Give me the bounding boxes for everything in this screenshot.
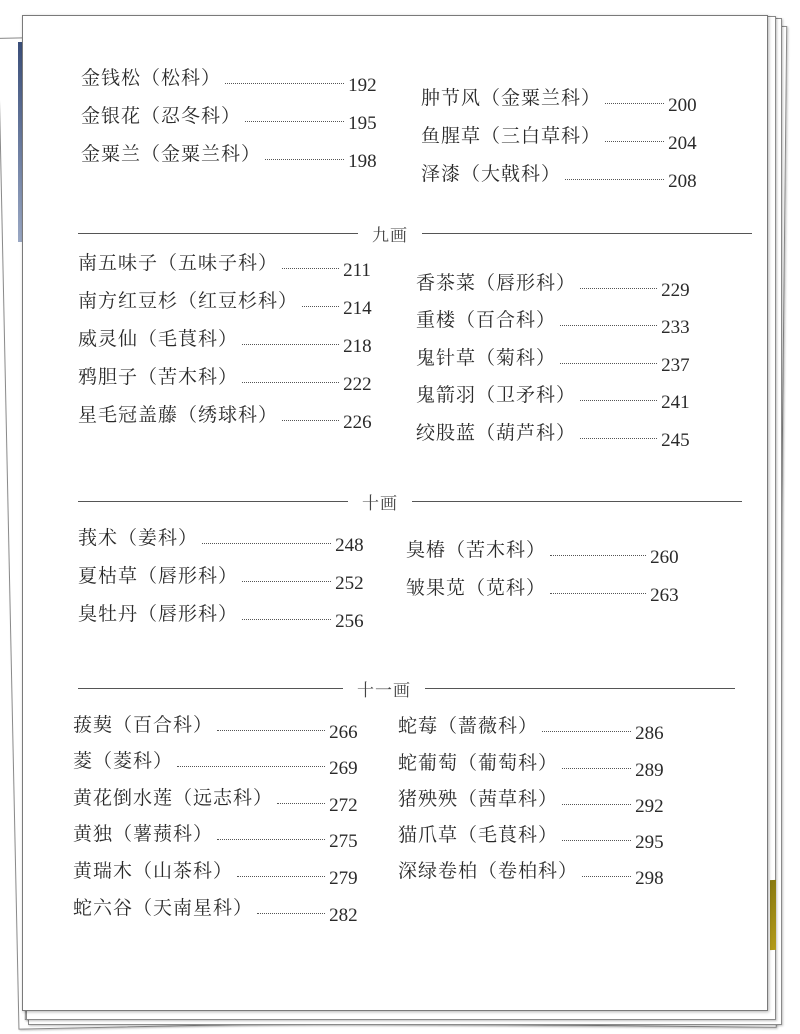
index-entry [73, 713, 358, 743]
leader-dots [580, 437, 657, 439]
entry-family: 百合科 [133, 714, 194, 736]
entry-page-number: 295 [635, 832, 664, 853]
entry-paren-open: （ [141, 105, 162, 127]
leader-dots [202, 542, 331, 544]
entry-name: 金钱松 [81, 67, 142, 89]
index-entry [78, 564, 364, 594]
entry-name: 黄花倒水莲 [73, 787, 174, 809]
entry-name: 菱 [73, 750, 94, 772]
entry-family: 毛茛科 [158, 328, 219, 350]
leader-dots [582, 875, 631, 877]
entry-paren-close: ） [258, 252, 279, 274]
entry-family: 三白草科 [501, 125, 582, 147]
entry-name: 臭椿 [406, 539, 447, 561]
entry-family: 唇形科 [158, 565, 219, 587]
entry-family: 薯蓣科 [133, 823, 194, 845]
leader-dots [242, 618, 331, 620]
entry-name: 蛇莓 [398, 715, 439, 737]
entry-family: 唇形科 [158, 603, 219, 625]
entry-paren-open: （ [481, 87, 502, 109]
entry-paren-open: （ [113, 714, 134, 736]
leader-dots [282, 419, 339, 421]
entry-paren-open: （ [113, 823, 134, 845]
entry-page-number: 226 [343, 412, 372, 433]
entry-page-number: 195 [348, 113, 377, 134]
entry-paren-open: （ [461, 163, 482, 185]
entry-paren-close: ） [556, 384, 577, 406]
entry-paren-open: （ [138, 603, 159, 625]
entry-family: 远志科 [193, 787, 254, 809]
entry-page-number: 286 [635, 723, 664, 744]
entry-page-number: 289 [635, 760, 664, 781]
entry-name: 黄瑞木 [73, 860, 134, 882]
entry-paren-open: （ [133, 897, 154, 919]
index-entry [81, 142, 377, 172]
entry-paren-open: （ [476, 347, 497, 369]
entry-page-number: 229 [661, 280, 690, 301]
entry-paren-open: （ [138, 328, 159, 350]
entry-paren-close: ） [581, 87, 602, 109]
book-cover-edge [770, 880, 776, 950]
entry-name: 星毛冠盖藤 [78, 404, 179, 426]
entry-paren-open: （ [173, 787, 194, 809]
divider-line [412, 501, 742, 502]
leader-dots [562, 767, 631, 769]
index-entry [406, 538, 679, 568]
index-entry [416, 421, 690, 451]
leader-dots [242, 580, 331, 582]
entry-paren-close: ） [536, 347, 557, 369]
entry-family: 毛茛科 [478, 824, 539, 846]
entry-paren-close: ） [278, 290, 299, 312]
entry-paren-open: （ [466, 577, 487, 599]
entry-page-number: 279 [329, 868, 358, 889]
entry-paren-close: ） [558, 860, 579, 882]
index-entry [416, 271, 690, 301]
index-entry [416, 346, 690, 376]
entry-paren-open: （ [93, 750, 114, 772]
entry-name: 鬼箭羽 [416, 384, 477, 406]
index-entry [421, 86, 697, 116]
entry-paren-close: ） [526, 539, 547, 561]
entry-family: 松科 [161, 67, 202, 89]
entry-paren-close: ） [213, 860, 234, 882]
entry-name: 蛇葡萄 [398, 752, 459, 774]
entry-paren-open: （ [178, 404, 199, 426]
entry-family: 苦木科 [158, 366, 219, 388]
entry-name: 莪术 [78, 527, 119, 549]
index-entry [78, 327, 372, 357]
entry-page-number: 211 [343, 260, 371, 281]
entry-paren-close: ） [536, 309, 557, 331]
entry-paren-open: （ [481, 125, 502, 147]
leader-dots [550, 554, 646, 556]
entry-paren-close: ） [253, 787, 274, 809]
entry-family: 天南星科 [153, 897, 234, 919]
section-title: 十画 [362, 494, 398, 514]
entry-paren-open: （ [141, 67, 162, 89]
divider-line [78, 501, 348, 502]
entry-name: 猪殃殃 [398, 788, 459, 810]
entry-page-number: 208 [668, 171, 697, 192]
index-entry [78, 526, 364, 556]
entry-paren-close: ） [193, 714, 214, 736]
entry-paren-close: ） [241, 143, 262, 165]
entry-paren-open: （ [446, 539, 467, 561]
entry-name: 南方红豆杉 [78, 290, 179, 312]
entry-page-number: 263 [650, 585, 679, 606]
entry-family: 茜草科 [478, 788, 539, 810]
leader-dots [605, 102, 664, 104]
entry-page-number: 269 [329, 758, 358, 779]
entry-name: 夏枯草 [78, 565, 139, 587]
leader-dots [277, 802, 325, 804]
divider-line [425, 688, 735, 689]
entry-page-number: 237 [661, 355, 690, 376]
entry-page-number: 218 [343, 336, 372, 357]
leader-dots [177, 765, 325, 767]
entry-paren-close: ） [201, 67, 222, 89]
entry-paren-open: （ [138, 366, 159, 388]
entry-page-number: 275 [329, 831, 358, 852]
leader-dots [217, 729, 325, 731]
entry-page-number: 200 [668, 95, 697, 116]
entry-family: 卫矛科 [496, 384, 557, 406]
entry-paren-close: ） [218, 366, 239, 388]
divider-line [422, 233, 752, 234]
index-page [22, 15, 768, 1011]
section-divider [78, 221, 752, 246]
entry-family: 山茶科 [153, 860, 214, 882]
entry-page-number: 192 [348, 75, 377, 96]
entry-page-number: 233 [661, 317, 690, 338]
entry-page-number: 252 [335, 573, 364, 594]
entry-name: 威灵仙 [78, 328, 139, 350]
section-title: 十一画 [357, 681, 411, 701]
index-entry [73, 749, 358, 779]
entry-family: 蔷薇科 [458, 715, 519, 737]
entry-name: 泽漆 [421, 163, 462, 185]
entry-family: 金粟兰科 [501, 87, 582, 109]
entry-page-number: 260 [650, 547, 679, 568]
entry-page-number: 204 [668, 133, 697, 154]
entry-name: 黄独 [73, 823, 114, 845]
entry-paren-close: ） [538, 824, 559, 846]
entry-paren-close: ） [556, 272, 577, 294]
entry-paren-close: ） [218, 603, 239, 625]
entry-family: 金粟兰科 [161, 143, 242, 165]
index-entry [398, 751, 664, 781]
entry-family: 葫芦科 [496, 422, 557, 444]
entry-name: 蛇六谷 [73, 897, 134, 919]
entry-paren-open: （ [138, 565, 159, 587]
leader-dots [560, 362, 657, 364]
entry-paren-open: （ [476, 272, 497, 294]
section-divider [78, 676, 735, 701]
entry-name: 猫爪草 [398, 824, 459, 846]
entry-name: 绞股蓝 [416, 422, 477, 444]
entry-page-number: 266 [329, 722, 358, 743]
leader-dots [245, 120, 344, 122]
leader-dots [302, 305, 339, 307]
leader-dots [242, 343, 339, 345]
entry-page-number: 245 [661, 430, 690, 451]
entry-family: 大戟科 [481, 163, 542, 185]
entry-paren-close: ） [556, 422, 577, 444]
index-entry [81, 104, 377, 134]
entry-paren-close: ） [538, 752, 559, 774]
entry-family: 五味子科 [178, 252, 259, 274]
entry-page-number: 214 [343, 298, 372, 319]
entry-paren-open: （ [438, 715, 459, 737]
entry-name: 深绿卷柏 [398, 860, 479, 882]
leader-dots [257, 912, 325, 914]
divider-line [78, 688, 343, 689]
index-entry [398, 787, 664, 817]
entry-page-number: 298 [635, 868, 664, 889]
index-entry [416, 308, 690, 338]
entry-family: 菱科 [113, 750, 154, 772]
leader-dots [580, 287, 657, 289]
index-entry [78, 289, 372, 319]
index-entry [398, 859, 664, 889]
index-entry [406, 576, 679, 606]
leader-dots [542, 730, 631, 732]
leader-dots [605, 140, 664, 142]
leader-dots [242, 381, 339, 383]
entry-family: 唇形科 [496, 272, 557, 294]
index-entry [398, 714, 664, 744]
leader-dots [282, 267, 339, 269]
index-entry [73, 822, 358, 852]
entry-paren-close: ） [153, 750, 174, 772]
entry-family: 苋科 [486, 577, 527, 599]
entry-paren-close: ） [541, 163, 562, 185]
section-title: 九画 [372, 226, 408, 246]
entry-paren-open: （ [476, 384, 497, 406]
entry-paren-open: （ [178, 290, 199, 312]
entry-paren-close: ） [518, 715, 539, 737]
entry-name: 肿节风 [421, 87, 482, 109]
entry-paren-open: （ [458, 824, 479, 846]
entry-name: 金粟兰 [81, 143, 142, 165]
leader-dots [562, 803, 631, 805]
leader-dots [565, 178, 664, 180]
entry-name: 臭牡丹 [78, 603, 139, 625]
entry-name: 鬼针草 [416, 347, 477, 369]
entry-paren-close: ） [221, 105, 242, 127]
entry-name: 鱼腥草 [421, 125, 482, 147]
index-entry [398, 823, 664, 853]
leader-dots [580, 399, 657, 401]
index-entry [421, 162, 697, 192]
index-entry [416, 383, 690, 413]
entry-page-number: 272 [329, 795, 358, 816]
leader-dots [265, 158, 344, 160]
entry-page-number: 222 [343, 374, 372, 395]
index-entry [78, 403, 372, 433]
entry-paren-close: ） [581, 125, 602, 147]
index-entry [78, 365, 372, 395]
leader-dots [560, 324, 657, 326]
leader-dots [217, 838, 325, 840]
entry-paren-close: ） [233, 897, 254, 919]
leader-dots [237, 875, 325, 877]
entry-page-number: 198 [348, 151, 377, 172]
entry-paren-open: （ [118, 527, 139, 549]
entry-name: 菝葜 [73, 714, 114, 736]
entry-paren-open: （ [456, 309, 477, 331]
entry-family: 忍冬科 [161, 105, 222, 127]
entry-page-number: 292 [635, 796, 664, 817]
index-entry [78, 251, 371, 281]
index-entry [81, 66, 377, 96]
entry-paren-open: （ [458, 752, 479, 774]
entry-family: 红豆杉科 [198, 290, 279, 312]
entry-paren-open: （ [158, 252, 179, 274]
entry-family: 绣球科 [198, 404, 259, 426]
entry-family: 卷柏科 [498, 860, 559, 882]
leader-dots [550, 592, 646, 594]
entry-family: 苦木科 [466, 539, 527, 561]
entry-name: 皱果苋 [406, 577, 467, 599]
entry-paren-open: （ [478, 860, 499, 882]
entry-family: 菊科 [496, 347, 537, 369]
index-entry [73, 896, 358, 926]
entry-family: 葡萄科 [478, 752, 539, 774]
entry-paren-close: ） [218, 565, 239, 587]
section-divider [78, 489, 742, 514]
entry-paren-close: ） [258, 404, 279, 426]
entry-paren-open: （ [476, 422, 497, 444]
leader-dots [562, 839, 631, 841]
entry-page-number: 248 [335, 535, 364, 556]
index-entry [73, 859, 358, 889]
divider-line [78, 233, 358, 234]
entry-paren-close: ） [538, 788, 559, 810]
entry-page-number: 241 [661, 392, 690, 413]
entry-family: 百合科 [476, 309, 537, 331]
entry-name: 重楼 [416, 309, 457, 331]
entry-paren-open: （ [458, 788, 479, 810]
entry-paren-open: （ [133, 860, 154, 882]
entry-paren-open: （ [141, 143, 162, 165]
leader-dots [225, 82, 344, 84]
index-entry [78, 602, 364, 632]
entry-paren-close: ） [178, 527, 199, 549]
index-entry [73, 786, 358, 816]
entry-name: 香茶菜 [416, 272, 477, 294]
entry-name: 南五味子 [78, 252, 159, 274]
entry-paren-close: ） [193, 823, 214, 845]
entry-paren-close: ） [218, 328, 239, 350]
entry-page-number: 282 [329, 905, 358, 926]
entry-name: 金银花 [81, 105, 142, 127]
entry-paren-close: ） [526, 577, 547, 599]
index-entry [421, 124, 697, 154]
entry-page-number: 256 [335, 611, 364, 632]
entry-family: 姜科 [138, 527, 179, 549]
entry-name: 鸦胆子 [78, 366, 139, 388]
